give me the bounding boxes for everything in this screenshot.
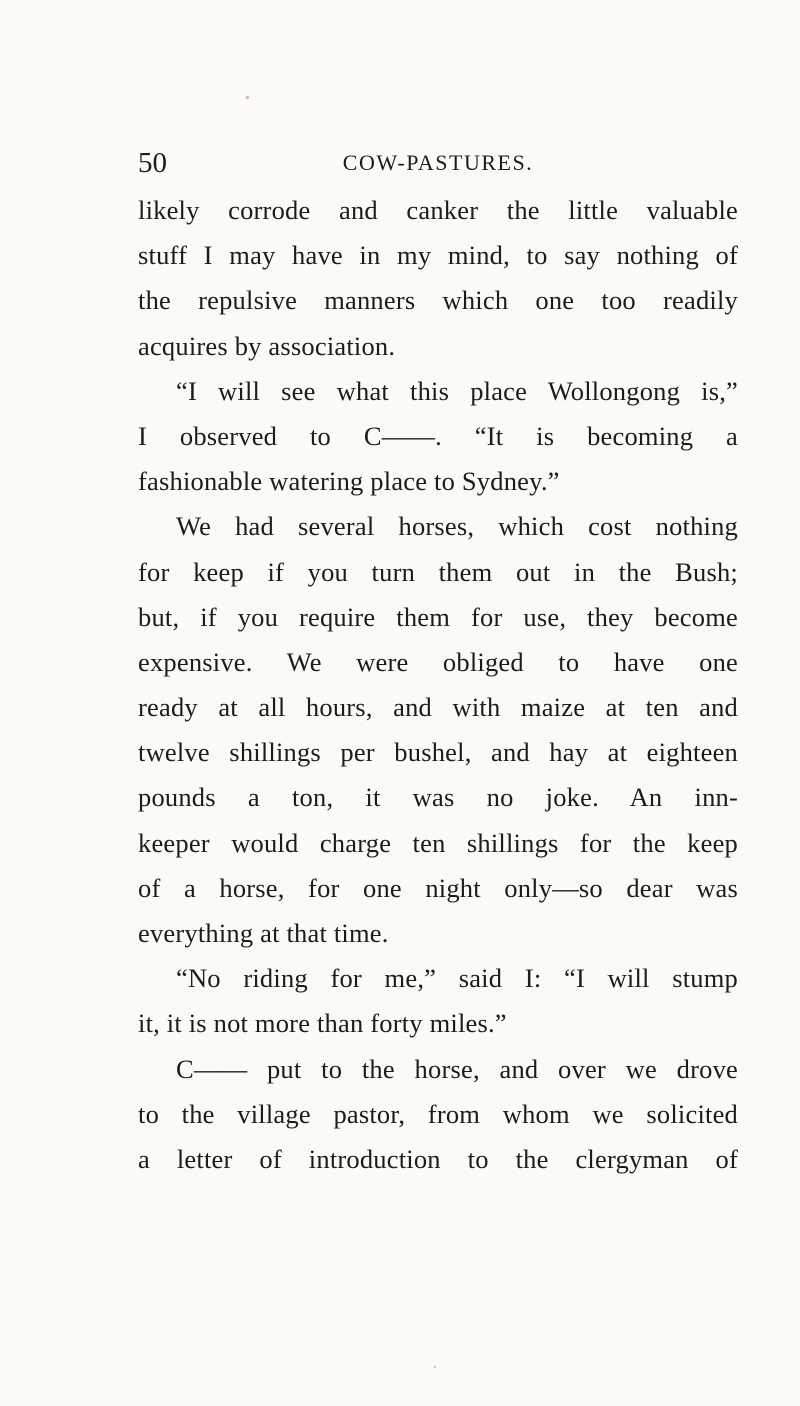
page-number: 50 bbox=[138, 147, 167, 179]
body-text bbox=[138, 188, 738, 1182]
text-line: “I will see what this place Wollongong is,” bbox=[176, 375, 738, 406]
text-line: to the village pastor, from whom we solicited bbox=[138, 1098, 738, 1129]
paper-speck bbox=[246, 96, 249, 99]
paper-speck bbox=[434, 1366, 436, 1368]
text-line: C—— put to the horse, and over we drove bbox=[176, 1053, 738, 1084]
page-header bbox=[138, 146, 738, 180]
text-line: expensive. We were obliged to have one bbox=[138, 646, 738, 677]
text-line: likely corrode and canker the little valuable bbox=[138, 195, 738, 225]
text-line: “No riding for me,” said I: “I will stump bbox=[176, 963, 738, 994]
text-line: it, it is not more than forty miles.” bbox=[138, 1008, 507, 1039]
text-line: twelve shillings per bushel, and hay at eighteen bbox=[138, 737, 738, 768]
text-line: everything at that time. bbox=[138, 918, 389, 948]
text-line: of a horse, for one night only—so dear was bbox=[138, 872, 738, 903]
text-line: acquires by association. bbox=[138, 330, 396, 361]
text-line: for keep if you turn them out in the Bush; bbox=[138, 556, 738, 587]
text-line: the repulsive manners which one too readily bbox=[138, 285, 738, 316]
text-line: We had several horses, which cost nothing bbox=[176, 511, 738, 542]
text-line: stuff I may have in my mind, to say nothing of bbox=[138, 240, 738, 271]
running-head: COW-PASTURES. bbox=[342, 150, 534, 175]
text-line: but, if you require them for use, they become bbox=[138, 601, 738, 632]
text-line: a letter of introduction to the clergyman of bbox=[138, 1143, 738, 1174]
text-line: keeper would charge ten shillings for the keep bbox=[138, 827, 738, 858]
text-line: fashionable watering place to Sydney.” bbox=[138, 466, 560, 497]
text-line: I observed to C——. “It is becoming a bbox=[138, 420, 738, 451]
text-line: ready at all hours, and with maize at ten and bbox=[138, 692, 738, 723]
text-line: pounds a ton, it was no joke. An inn- bbox=[138, 782, 738, 813]
